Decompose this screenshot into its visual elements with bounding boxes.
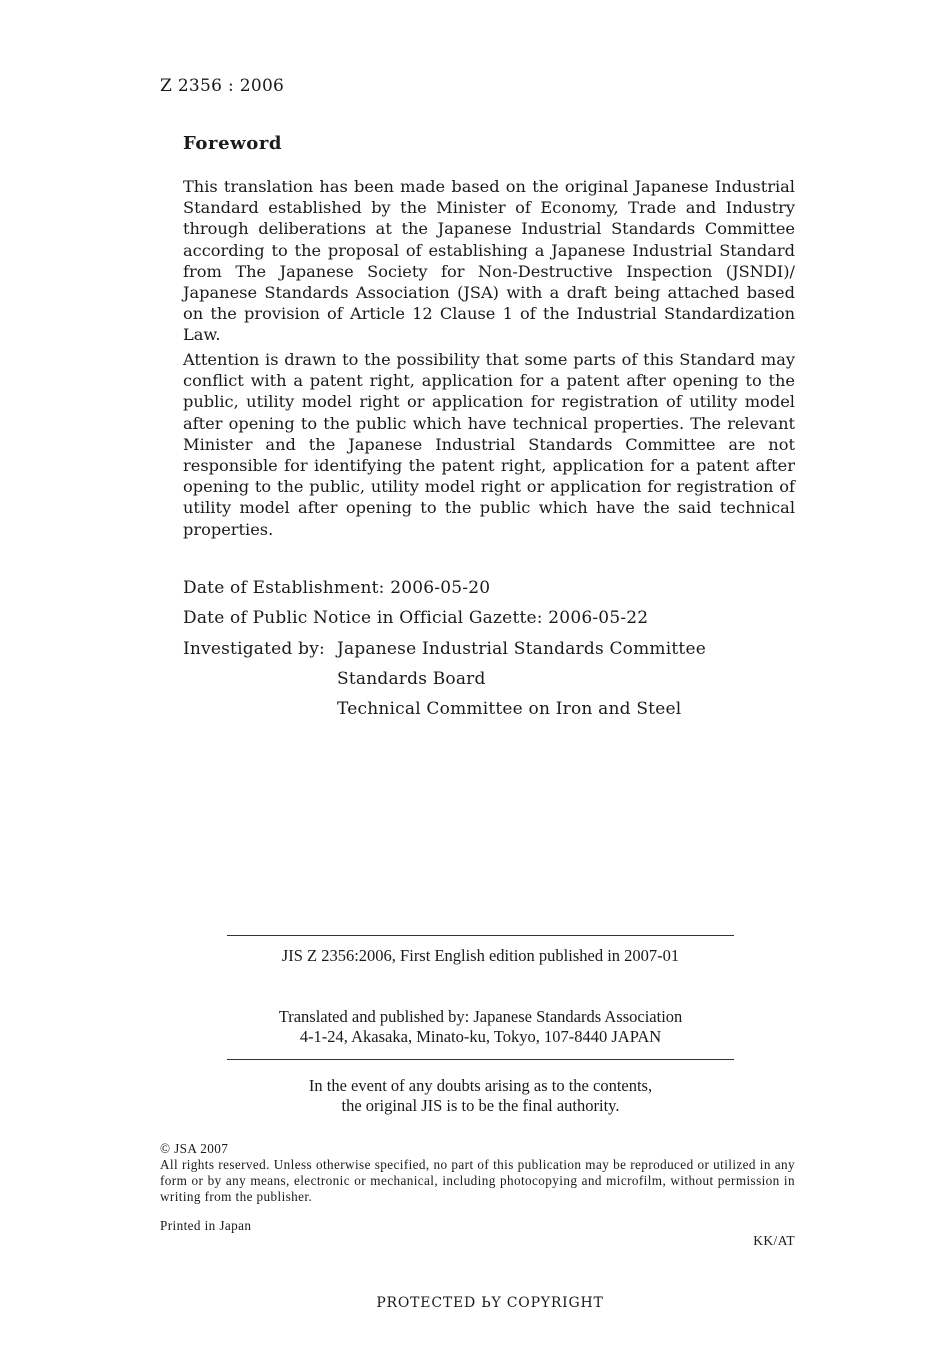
- rights-statement: All rights reserved. Unless otherwise specified, no part of this publication may be reproduced or utilized in any form or by any means, electronic or mechanical, including photocopying and microfilm, without permission in writing from the publisher.: [160, 1157, 795, 1204]
- publisher-address: 4-1-24, Akasaka, Minato-ku, Tokyo, 107-8440 JAPAN: [299, 1027, 662, 1046]
- protected-by-copyright: PROTECTED ЬY COPYRIGHT: [376, 1295, 604, 1311]
- investigated-by-item: Standards Board: [337, 669, 486, 689]
- foreword-title: Foreword: [183, 133, 283, 154]
- divider-bottom: [227, 1059, 734, 1060]
- authority-note-line-2: the original JIS is to be the final authority.: [341, 1096, 620, 1115]
- date-of-establishment: Date of Establishment: 2006-05-20: [183, 578, 491, 598]
- investigated-by-item: Technical Committee on Iron and Steel: [337, 699, 682, 719]
- date-of-public-notice: Date of Public Notice in Official Gazette: 2006-05-22: [183, 608, 649, 628]
- foreword-paragraph-2: Attention is drawn to the possibility that some parts of this Standard may conflict with a patent right, application for a patent after opening to the public, utility model right or application for registration of utility model after opening to the public which have technical properties. The relevant Minister and the Japanese Industrial Standards Committee are not responsible for identifying the patent right, application for a patent after opening to the public, utility model right or application for registration of utility model after opening to the public which have the said technical properties.: [183, 350, 795, 539]
- printed-in: Printed in Japan: [160, 1218, 252, 1233]
- divider-top: [227, 935, 734, 936]
- edition-line: JIS Z 2356:2006, First English edition published in 2007-01: [281, 946, 680, 965]
- standard-number: Z 2356 : 2006: [160, 76, 285, 96]
- foreword-paragraph-1: This translation has been made based on the original Japanese Industrial Standard established by the Minister of Economy, Trade and Industry through deliberations at the Japanese Industrial Standards Committee according to the proposal of establishing a Japanese Industrial Standard from The Japanese Society for Non-Destructive Inspection (JSNDI)/ Japanese Standards Association (JSA) with a draft being attached based on the provision of Article 12 Clause 1 of the Industrial Standardization Law.: [183, 177, 795, 345]
- document-code: KK/AT: [753, 1233, 795, 1248]
- copyright-notice: © JSA 2007: [160, 1141, 229, 1156]
- authority-note-line-1: In the event of any doubts arising as to the contents,: [308, 1076, 653, 1095]
- investigated-by-label: Investigated by:: [183, 639, 325, 659]
- investigated-by-item: Japanese Industrial Standards Committee: [337, 639, 706, 659]
- publisher-line: Translated and published by: Japanese Standards Association: [278, 1007, 683, 1026]
